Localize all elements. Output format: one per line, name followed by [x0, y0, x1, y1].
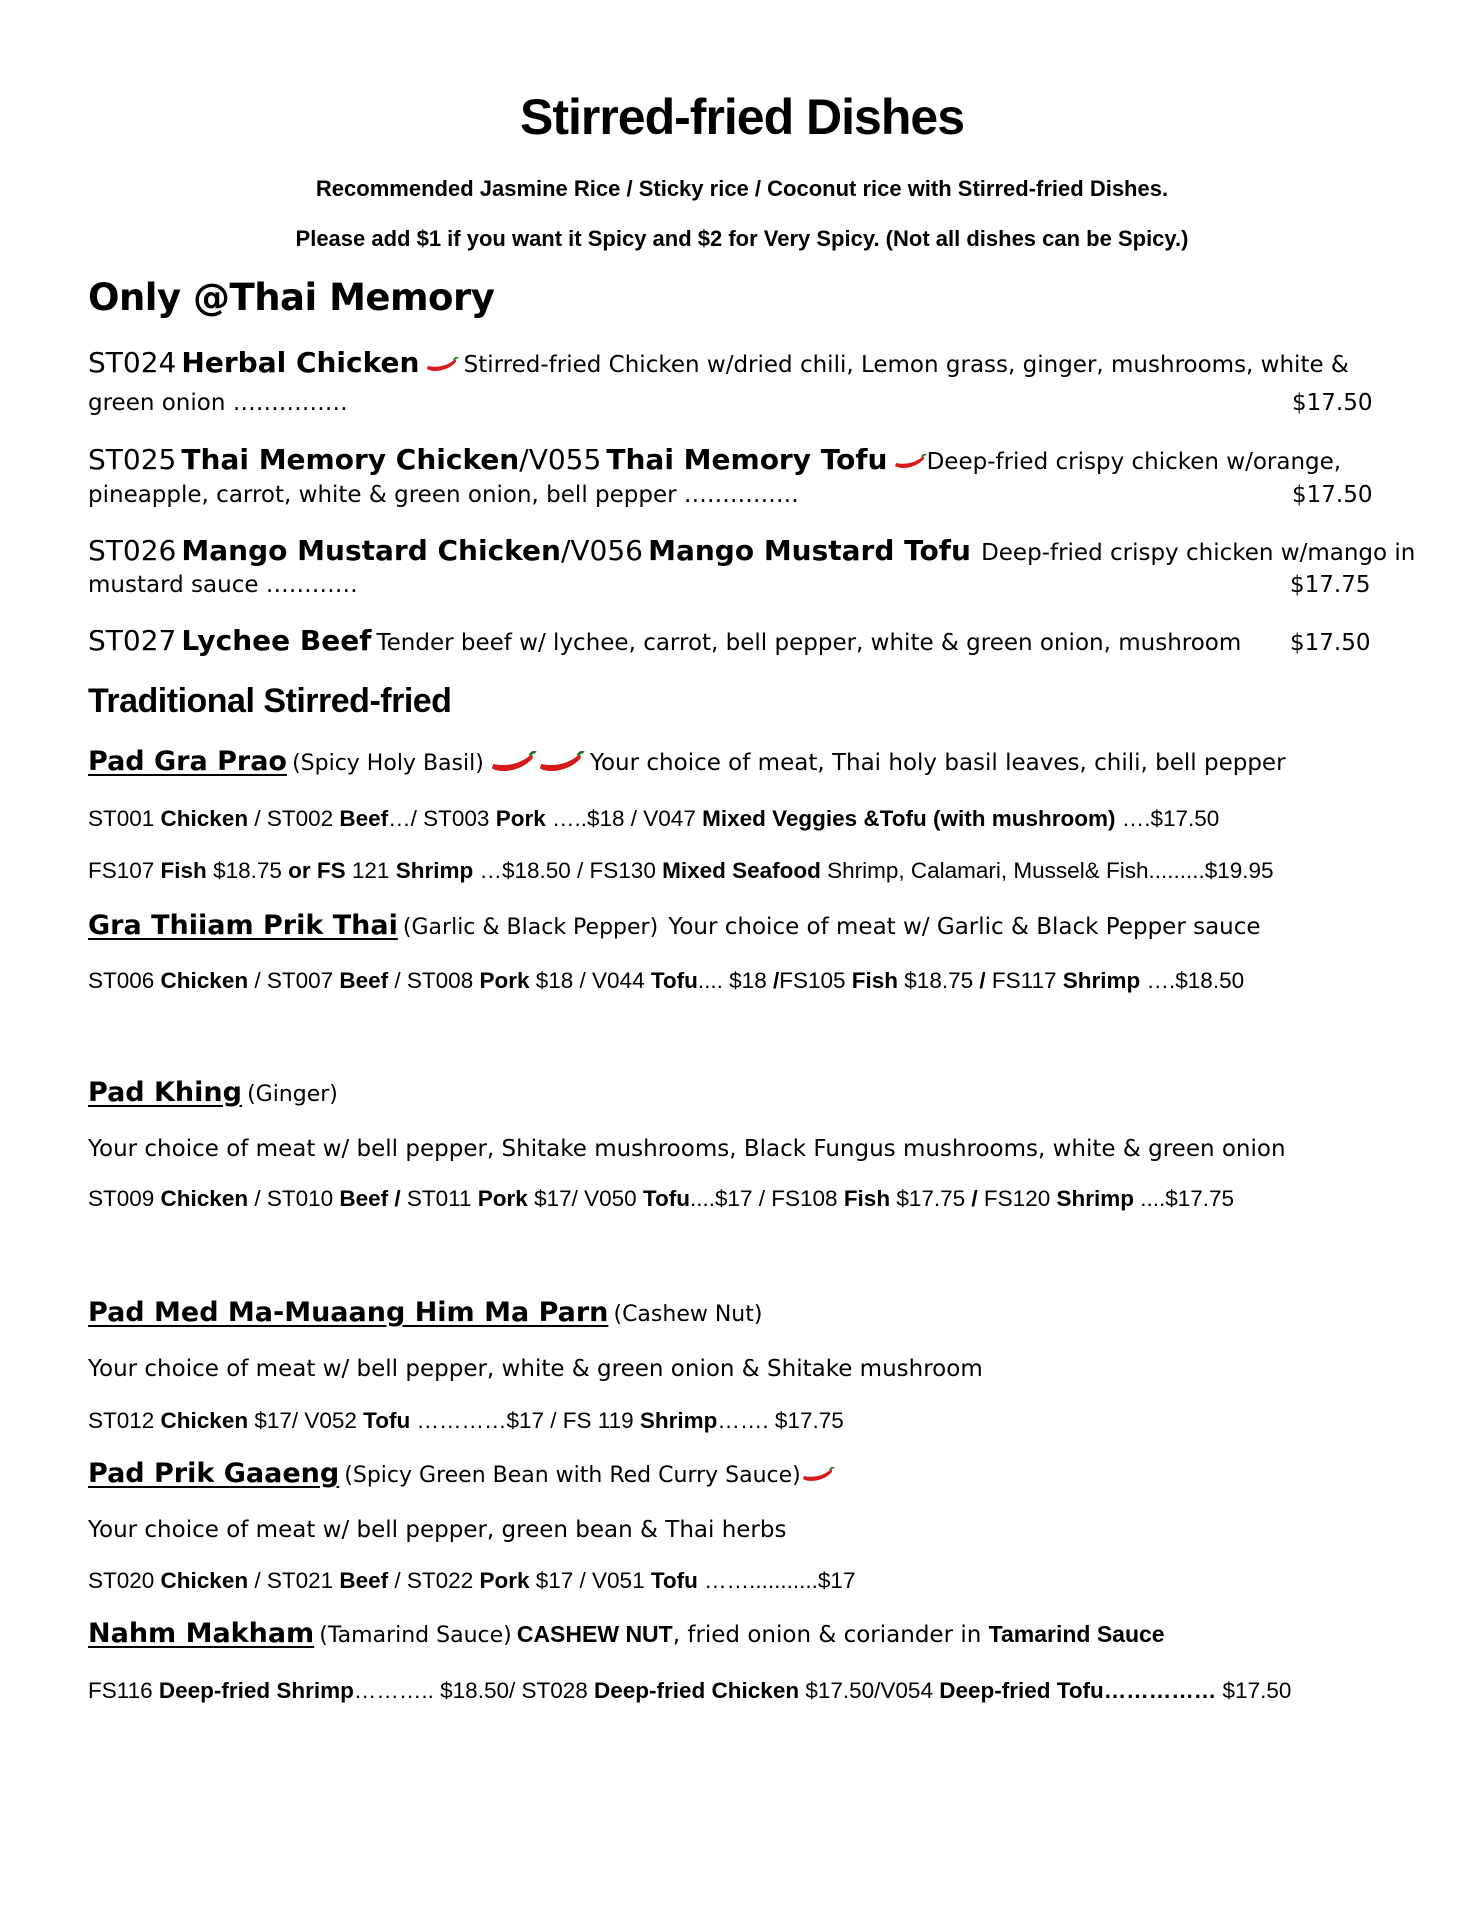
price-line-gra-thiiam [88, 968, 1244, 994]
option-name: Chicken [160, 1186, 249, 1211]
item-name: Thai Memory Chicken [181, 443, 520, 476]
code: FS120 [977, 1186, 1057, 1211]
option-name: Chicken [160, 1568, 249, 1593]
code: ST006 [88, 968, 161, 993]
price: $18.75 [206, 858, 289, 883]
dish-translation: (Garlic & Black Pepper) [402, 915, 659, 940]
price-line-cashew [88, 1408, 844, 1434]
option-name: Fish [160, 858, 207, 883]
option-name: Beef [339, 1568, 389, 1593]
price: $17 / V051 [529, 1568, 651, 1593]
price: ....$17.75 [1133, 1186, 1235, 1211]
dish-description-bold: Tamarind Sauce [988, 1621, 1165, 1647]
code: 121 [345, 858, 396, 883]
item-price: $17.75 [1290, 572, 1371, 598]
item-description: Deep-fried crispy chicken w/mango in [981, 540, 1416, 566]
code: / ST010 [248, 1186, 340, 1211]
menu-item-st025 [88, 443, 1341, 476]
item-sep: / [560, 534, 571, 567]
item-code: ST027 [88, 624, 177, 657]
price-line-pad-khing [88, 1186, 1234, 1212]
code: FS107 [88, 858, 161, 883]
dish-description: Your choice of meat, Thai holy basil leaves, chili, bell pepper [589, 750, 1286, 776]
item-price: $17.50 [1292, 390, 1373, 416]
item-name: Herbal Chicken [181, 346, 420, 379]
code: FS116 [88, 1678, 159, 1703]
price: .... $18 [697, 968, 773, 993]
dish-translation: (Spicy Green Bean with Red Curry Sauce) [344, 1463, 801, 1488]
menu-item-st024 [88, 346, 1349, 379]
code: / ST008 [388, 968, 480, 993]
option-name: Tofu [650, 1568, 698, 1593]
code: FS105 [779, 968, 852, 993]
code: / ST007 [248, 968, 340, 993]
option-name: Deep-fried Chicken [594, 1678, 800, 1703]
item-description: Tender beef w/ lychee, carrot, bell pepper, white & green onion, mushroom [376, 630, 1242, 656]
option-name: Beef / [339, 1186, 401, 1211]
page-title: Stirred-fried Dishes [519, 89, 964, 145]
item-price: $17.50 [1292, 482, 1373, 508]
dish-name: Pad Med Ma-Muaang Him Ma Parn [88, 1297, 609, 1328]
code: FS117 [985, 968, 1063, 993]
dish-description: , fried onion & coriander in [672, 1622, 989, 1648]
price-line-nahm-makham [88, 1678, 1291, 1704]
price-line-gra-prao-1 [88, 806, 1219, 832]
code: ST001 [88, 806, 161, 831]
option-name: Shrimp [1056, 1186, 1134, 1211]
option-name: Pork [477, 1186, 528, 1211]
item-description: Deep-fried crispy chicken w/orange, [926, 449, 1342, 475]
option-name: Mixed Seafood [662, 858, 821, 883]
item-name-2: Thai Memory Tofu [606, 443, 888, 476]
code: …..$18 / V047 [545, 806, 703, 831]
dish-nahm-makham [88, 1618, 1165, 1649]
section-traditional: Traditional Stirred-fried [88, 682, 452, 720]
dish-gra-thiiam [88, 910, 1261, 941]
code: ST009 [88, 1186, 161, 1211]
code: …/ ST003 [388, 806, 496, 831]
dish-name: Pad Khing [88, 1077, 242, 1108]
option-name: Deep-fried Shrimp [158, 1678, 354, 1703]
code: / ST022 [388, 1568, 480, 1593]
code: ST012 [88, 1408, 161, 1433]
item-description-cont: green onion …………… [88, 390, 348, 416]
code: / ST021 [248, 1568, 340, 1593]
price: $17.75 [890, 1186, 972, 1211]
dish-translation: (Ginger) [247, 1082, 338, 1107]
price: ….$18.50 [1140, 968, 1245, 993]
item-name: Mango Mustard Chicken [181, 534, 561, 567]
option-name: Pork [479, 1568, 530, 1593]
item-code: ST026 [88, 534, 177, 567]
price: $17/ V052 [248, 1408, 364, 1433]
connector: or FS [288, 858, 346, 883]
spicy-note: Please add $1 if you want it Spicy and $2 for Very Spicy. (Not all dishes can be Spicy.) [295, 226, 1189, 251]
option-name: Tofu [642, 1186, 690, 1211]
item-code-2: V055 [528, 443, 602, 476]
chili-pepper-icon [537, 751, 585, 781]
dish-description: Your choice of meat w/ bell pepper, Shitake mushrooms, Black Fungus mushrooms, white & green onion [88, 1136, 1286, 1162]
option-name: Shrimp [395, 858, 474, 883]
item-description: Stirred-fried Chicken w/dried chili, Lemon grass, ginger, mushrooms, white & [463, 352, 1349, 378]
dish-prik-gaaeng [88, 1458, 835, 1489]
item-name: Lychee Beef [181, 624, 372, 657]
code: ST020 [88, 1568, 161, 1593]
price: ……...........$17 [697, 1568, 856, 1593]
chili-pepper-icon [425, 357, 459, 379]
option-name: Mixed Veggies &Tofu (with mushroom) [702, 806, 1116, 831]
dish-translation: (Tamarind Sauce) [319, 1623, 512, 1648]
item-description-cont: mustard sauce ………… [88, 572, 358, 598]
option-name: Tofu [363, 1408, 411, 1433]
option-name: Chicken [160, 806, 249, 831]
section-only-thai-memory: Only @Thai Memory [88, 276, 495, 319]
dish-name: Pad Prik Gaaeng [88, 1458, 340, 1489]
option-name: Chicken [160, 968, 249, 993]
item-sep: / [519, 443, 529, 476]
dish-description-bold: CASHEW NUT [516, 1621, 673, 1647]
price: $18.75 [898, 968, 980, 993]
item-code: ST025 [88, 443, 177, 476]
item-code-2: V056 [570, 534, 643, 567]
dish-name: Gra Thiiam Prik Thai [88, 910, 398, 941]
rice-recommendation: Recommended Jasmine Rice / Sticky rice / Coconut rice with Stirred-fried Dishes. [315, 176, 1169, 201]
option-name: Chicken [160, 1408, 249, 1433]
dish-description: Your choice of meat w/ Garlic & Black Pepper sauce [668, 914, 1261, 940]
dish-name: Nahm Makham [88, 1618, 315, 1649]
chili-pepper-icon [801, 1467, 835, 1489]
price: ……. $17.75 [717, 1408, 844, 1433]
code: / ST002 [248, 806, 340, 831]
separator: / [772, 968, 780, 993]
dish-name: Pad Gra Prao [88, 746, 287, 777]
item-price: $17.50 [1290, 630, 1371, 656]
option-name: Tofu [650, 968, 698, 993]
item-code: ST024 [88, 346, 177, 379]
dish-pad-khing [88, 1077, 338, 1108]
separator: / [979, 968, 986, 993]
item-name-2: Mango Mustard Tofu [648, 534, 971, 567]
menu-item-st027 [88, 624, 1241, 657]
dish-description: Your choice of meat w/ bell pepper, green bean & Thai herbs [88, 1517, 787, 1543]
price: ....$17 / FS108 [689, 1186, 844, 1211]
chili-pepper-icon [489, 751, 537, 781]
menu-item-st026 [88, 534, 1415, 567]
price: ……….. $18.50/ ST028 [353, 1678, 595, 1703]
item-description-cont: pineapple, carrot, white & green onion, bell pepper …………… [88, 482, 799, 508]
code: ST011 [400, 1186, 478, 1211]
price-line-gra-prao-2 [88, 858, 1274, 884]
option-name: Deep-fried Tofu…………… [939, 1678, 1217, 1703]
chili-pepper-icon [893, 454, 927, 476]
option-name: Fish [851, 968, 899, 993]
price-line-prik-gaaeng [88, 1568, 855, 1594]
separator: / [971, 1186, 978, 1211]
code: …$18.50 / FS130 [473, 858, 663, 883]
dish-cashew-nut [88, 1297, 762, 1328]
option-name: Pork [495, 806, 546, 831]
dish-gra-prao [88, 746, 1286, 781]
option-name: Beef [339, 968, 389, 993]
option-name: Shrimp [639, 1408, 718, 1433]
price: $18 / V044 [529, 968, 651, 993]
option-name: Pork [479, 968, 530, 993]
price: $17/ V050 [527, 1186, 643, 1211]
dish-translation: (Spicy Holy Basil) [292, 751, 484, 776]
option-name: Beef [339, 806, 389, 831]
option-name: Fish [843, 1186, 891, 1211]
price: ….$17.50 [1115, 806, 1220, 831]
dish-description: Your choice of meat w/ bell pepper, white & green onion & Shitake mushroom [88, 1356, 983, 1382]
dish-translation: (Cashew Nut) [613, 1302, 763, 1327]
price: …………$17 / FS 119 [410, 1408, 640, 1433]
price: Shrimp, Calamari, Mussel& Fish.........$19.95 [820, 858, 1274, 883]
option-name: Shrimp [1062, 968, 1141, 993]
price: $17.50/V054 [799, 1678, 940, 1703]
price: $17.50 [1216, 1678, 1292, 1703]
